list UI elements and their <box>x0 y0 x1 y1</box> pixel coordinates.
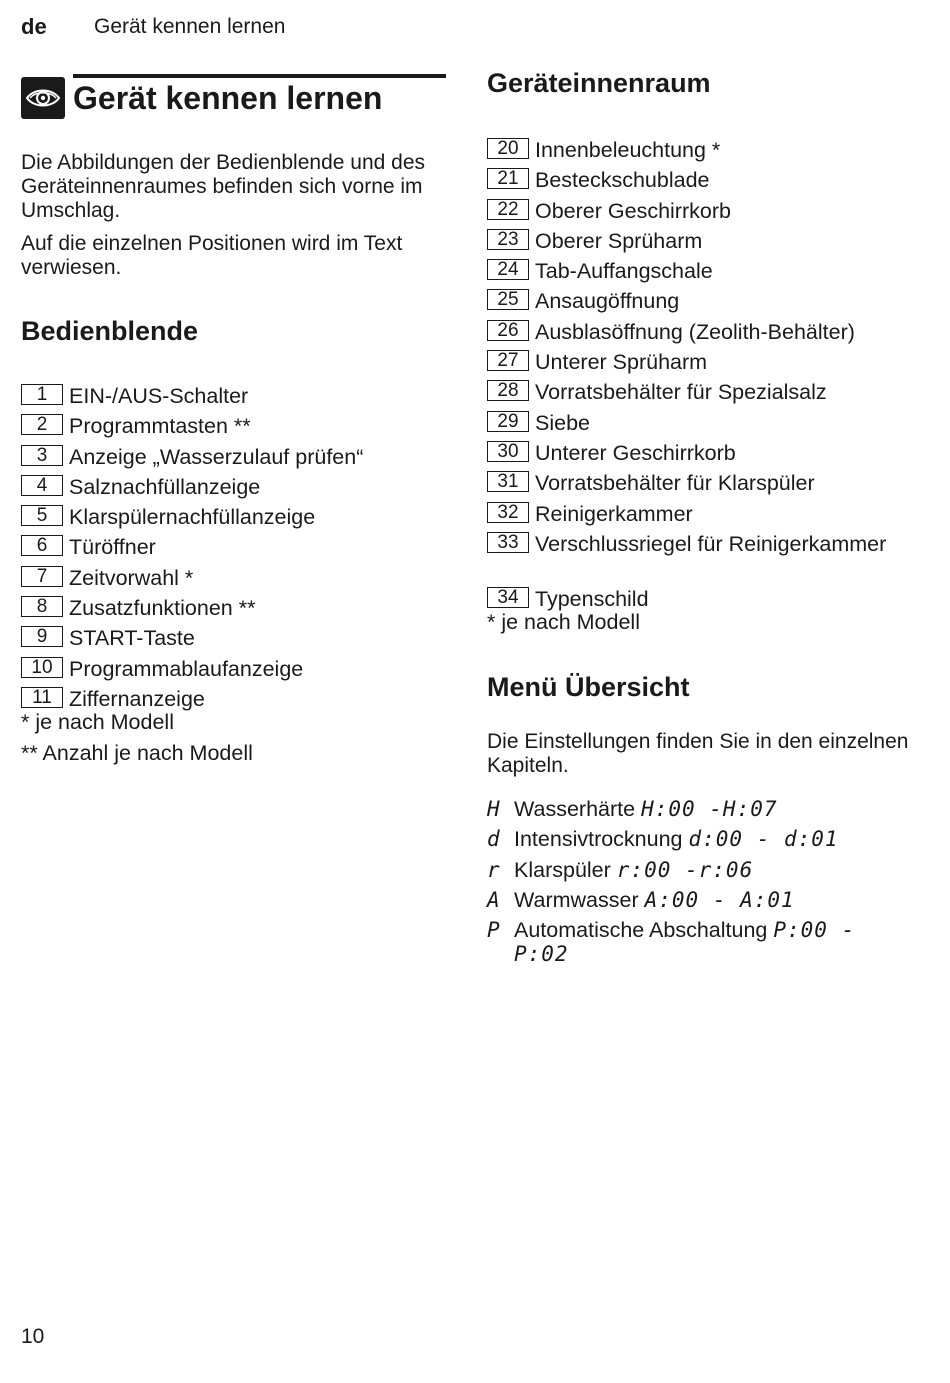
chapter-rule <box>73 74 446 78</box>
header-language: de <box>21 14 47 39</box>
position-number: 29 <box>487 411 529 432</box>
menu-intro: Die Einstellungen finden Sie in den einzelnen Kapiteln. <box>487 730 909 777</box>
eye-icon <box>21 77 65 119</box>
bedienblende-heading: Bedienblende <box>21 316 199 346</box>
position-number: 33 <box>487 532 529 553</box>
menu-item <box>487 824 927 854</box>
list-item <box>21 442 446 472</box>
list-item <box>21 532 446 562</box>
list-item <box>21 472 446 502</box>
setting-range: P:00 - P:02 <box>514 918 856 967</box>
item-label: Unterer Sprüharm <box>535 350 708 375</box>
innenraum-heading: Geräteinnenraum <box>487 68 711 98</box>
setting-code: r <box>487 857 501 882</box>
list-item <box>487 438 927 468</box>
position-number: 27 <box>487 350 529 371</box>
item-label: Klarspülernachfüllanzeige <box>69 505 316 530</box>
position-number: 22 <box>487 199 529 220</box>
list-item <box>21 381 446 411</box>
position-number: 3 <box>21 445 63 466</box>
menu-item <box>487 794 927 824</box>
position-number: 23 <box>487 229 529 250</box>
item-label: Programmtasten ** <box>69 414 251 439</box>
list-item <box>487 468 927 498</box>
item-label: Zusatzfunktionen ** <box>69 596 256 621</box>
item-label: Salznachfüllanzeige <box>69 474 261 499</box>
position-number: 1 <box>21 384 63 405</box>
list-item <box>487 286 927 316</box>
item-label: Siebe <box>535 410 590 435</box>
list-item <box>487 377 927 407</box>
item-label: Anzeige „Wasserzulauf prüfen“ <box>69 444 364 469</box>
item-label: Innenbeleuchtung * <box>535 138 721 162</box>
footnote-model: * je nach Modell <box>487 610 640 634</box>
list-item <box>21 563 446 593</box>
item-label: Tab-Auffangschale <box>535 259 713 284</box>
position-number: 7 <box>21 566 63 587</box>
list-item <box>487 499 927 529</box>
position-number: 8 <box>21 596 63 617</box>
position-number: 32 <box>487 502 529 523</box>
setting-text <box>514 885 795 915</box>
setting-label: Warmwasser <box>514 887 639 912</box>
list-item <box>487 408 927 438</box>
position-number: 24 <box>487 259 529 280</box>
setting-range: H:00 -H:07 <box>641 797 778 821</box>
setting-code: d <box>487 827 501 852</box>
list-item <box>487 135 927 165</box>
setting-text <box>514 918 894 966</box>
setting-range: A:00 - A:01 <box>644 887 795 912</box>
item-label: Zeitvorwahl * <box>69 565 194 590</box>
setting-code: H <box>487 797 501 821</box>
menu-item <box>487 915 927 975</box>
setting-code: A <box>487 887 501 912</box>
position-number: 20 <box>487 138 529 159</box>
position-number: 21 <box>487 168 529 189</box>
item-label: EIN-/AUS-Schalter <box>69 384 249 408</box>
item-label: START-Taste <box>69 626 195 651</box>
item-label: Ziffernanzeige <box>69 686 205 711</box>
list-item <box>21 502 446 532</box>
list-item <box>21 411 446 441</box>
position-number: 30 <box>487 441 529 462</box>
footnote-count: ** Anzahl je nach Modell <box>21 741 253 765</box>
list-item <box>487 347 927 377</box>
item-label: Ausblasöffnung (Zeolith-Behälter) <box>535 319 855 344</box>
item-label: Vorratsbehälter für Klarspüler <box>535 471 815 496</box>
page-number: 10 <box>21 1325 45 1348</box>
position-number: 34 <box>487 587 529 608</box>
position-number: 25 <box>487 289 529 310</box>
intro-paragraph-1: Die Abbildungen der Bedienblende und des Geräteinnenraumes befinden sich vorne im Umschlag. <box>21 151 425 222</box>
setting-label: Wasserhärte <box>514 797 636 821</box>
position-number: 11 <box>21 687 63 708</box>
item-label: Programmablaufanzeige <box>69 656 304 681</box>
position-number: 26 <box>487 320 529 341</box>
setting-label: Klarspüler <box>514 857 611 882</box>
setting-label: Intensivtrocknung <box>514 827 683 852</box>
header-title: Gerät kennen lernen <box>94 15 286 38</box>
setting-code: P <box>487 918 501 943</box>
footnote-model: * je nach Modell <box>21 710 174 734</box>
item-label: Türöffner <box>69 535 156 560</box>
item-label: Besteckschublade <box>535 168 710 193</box>
list-item <box>21 623 446 653</box>
setting-label: Automatische Abschaltung <box>514 918 768 943</box>
item-label: Oberer Sprüharm <box>535 228 703 253</box>
list-item <box>21 654 446 684</box>
item-label: Oberer Geschirrkorb <box>535 198 731 223</box>
position-number: 31 <box>487 471 529 492</box>
menu-list <box>487 794 927 975</box>
setting-text <box>514 794 778 824</box>
item-label: Verschlussriegel für Reinigerkammer <box>535 531 887 556</box>
position-number: 10 <box>21 657 63 678</box>
position-number: 28 <box>487 380 529 401</box>
position-number: 2 <box>21 414 63 435</box>
chapter-title: Gerät kennen lernen <box>73 80 383 116</box>
position-number: 4 <box>21 475 63 496</box>
list-item <box>487 196 927 226</box>
item-label: Typenschild <box>535 586 649 611</box>
item-label: Reinigerkammer <box>535 501 693 526</box>
setting-text <box>514 855 753 885</box>
position-number: 5 <box>21 505 63 526</box>
setting-range: r:00 -r:06 <box>616 857 754 882</box>
position-number: 6 <box>21 535 63 556</box>
position-number: 9 <box>21 626 63 647</box>
menu-item <box>487 885 927 915</box>
list-item <box>487 529 927 584</box>
intro-paragraph-2: Auf die einzelnen Positionen wird im Text verwiesen. <box>21 232 403 279</box>
menu-item <box>487 855 927 885</box>
setting-text <box>514 824 839 854</box>
innenraum-list <box>487 135 927 614</box>
item-label: Vorratsbehälter für Spezialsalz <box>535 380 827 405</box>
list-item <box>487 226 927 256</box>
list-item <box>21 593 446 623</box>
list-item <box>487 256 927 286</box>
item-label: Unterer Geschirrkorb <box>535 440 736 465</box>
list-item <box>487 165 927 195</box>
menu-heading: Menü Übersicht <box>487 672 690 702</box>
bedienblende-list <box>21 381 446 714</box>
setting-range: d:00 - d:01 <box>688 827 839 852</box>
item-label: Ansaugöffnung <box>535 289 680 314</box>
list-item <box>487 317 927 347</box>
